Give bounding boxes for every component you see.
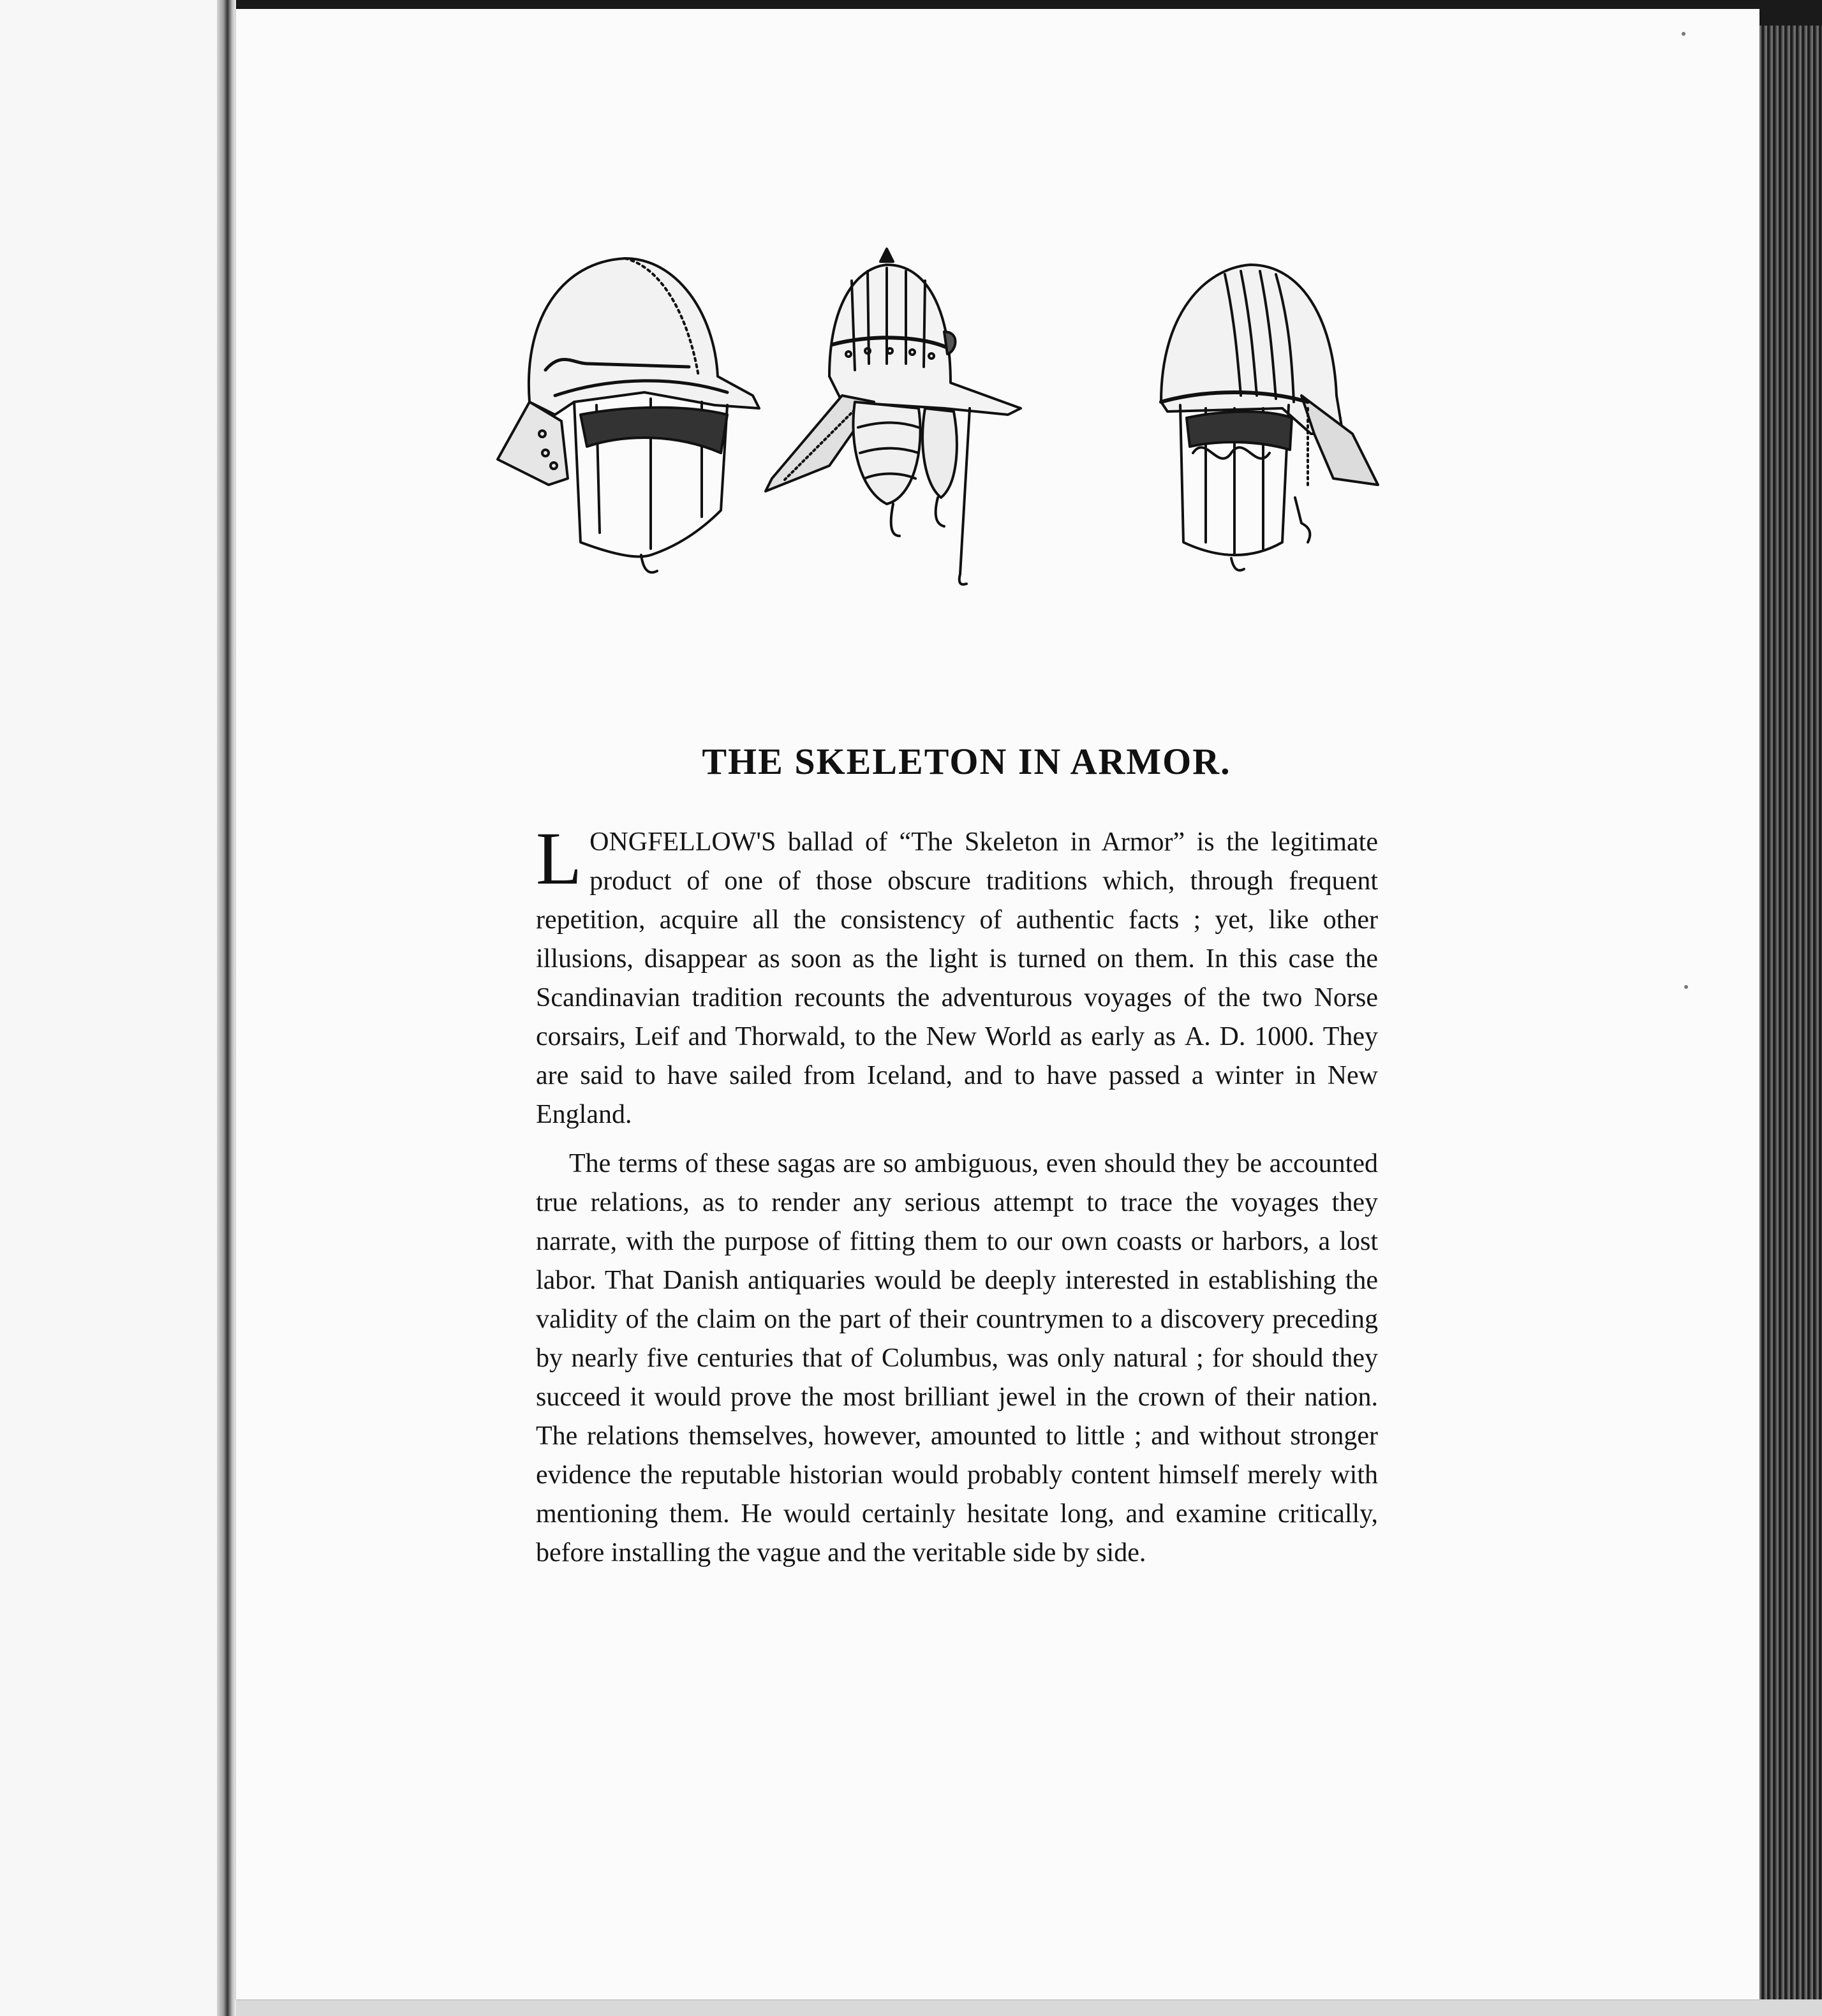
helmet-center [766,249,1021,584]
paragraph-1-text: ONGFELLOW'S ballad of “The Skeleton in Armor” is the legitimate product of one of those obscure traditions which, through frequent repetition, acquire all the consistency of authentic facts ; yet, like other illusions, disappear as soon as the light is turned on them. In this case the Scandinavian tradition recounts the adventurous voyages of the two Norse corsairs, Leif and Thorwald, to the New World as early as [536,827,1378,1051]
drop-cap: L [536,817,582,900]
three-helmets-engraving [485,242,1442,612]
book-gutter [217,0,236,2016]
era-abbrev: A. D. [1184,1022,1246,1051]
page-speck [1682,32,1685,36]
body-text [536,817,1378,1583]
page-edges [1759,26,1822,2016]
left-page-leaf [0,0,217,2016]
bottom-edge [236,1999,1822,2016]
helmet-left [498,258,759,572]
paragraph-1 [536,817,1378,1134]
chapter-title: THE SKELETON IN ARMOR. [702,741,1231,782]
helmet-right [1161,265,1378,570]
page-speck [1684,985,1688,989]
paragraph-2: The terms of these sagas are so ambiguous, even should they be accounted true relations, as to render any serious attempt to trace the voyages they narrate, with the purpose of fitting them to our own coasts or harbors, a lost labor. That Danish antiquaries would be deeply interested in establishing the validity of the claim on the part of their countrymen to a discovery preceding by nearly five centuries that of Columbus, was only natural ; for should they succeed it would prove the most brilliant jewel in the crown of their nation. The relations themselves, however, amounted to little ; and without stronger evidence the reputable historian would probably content himself merely with mentioning them. He would certainly hesitate long, and examine critically, before installing the vague and the veritable side by side. [536,1149,1378,1568]
paragraph-1-text-end: 1000. They are said to have sailed from Iceland, and to have passed a winter in New England. [536,1022,1378,1129]
